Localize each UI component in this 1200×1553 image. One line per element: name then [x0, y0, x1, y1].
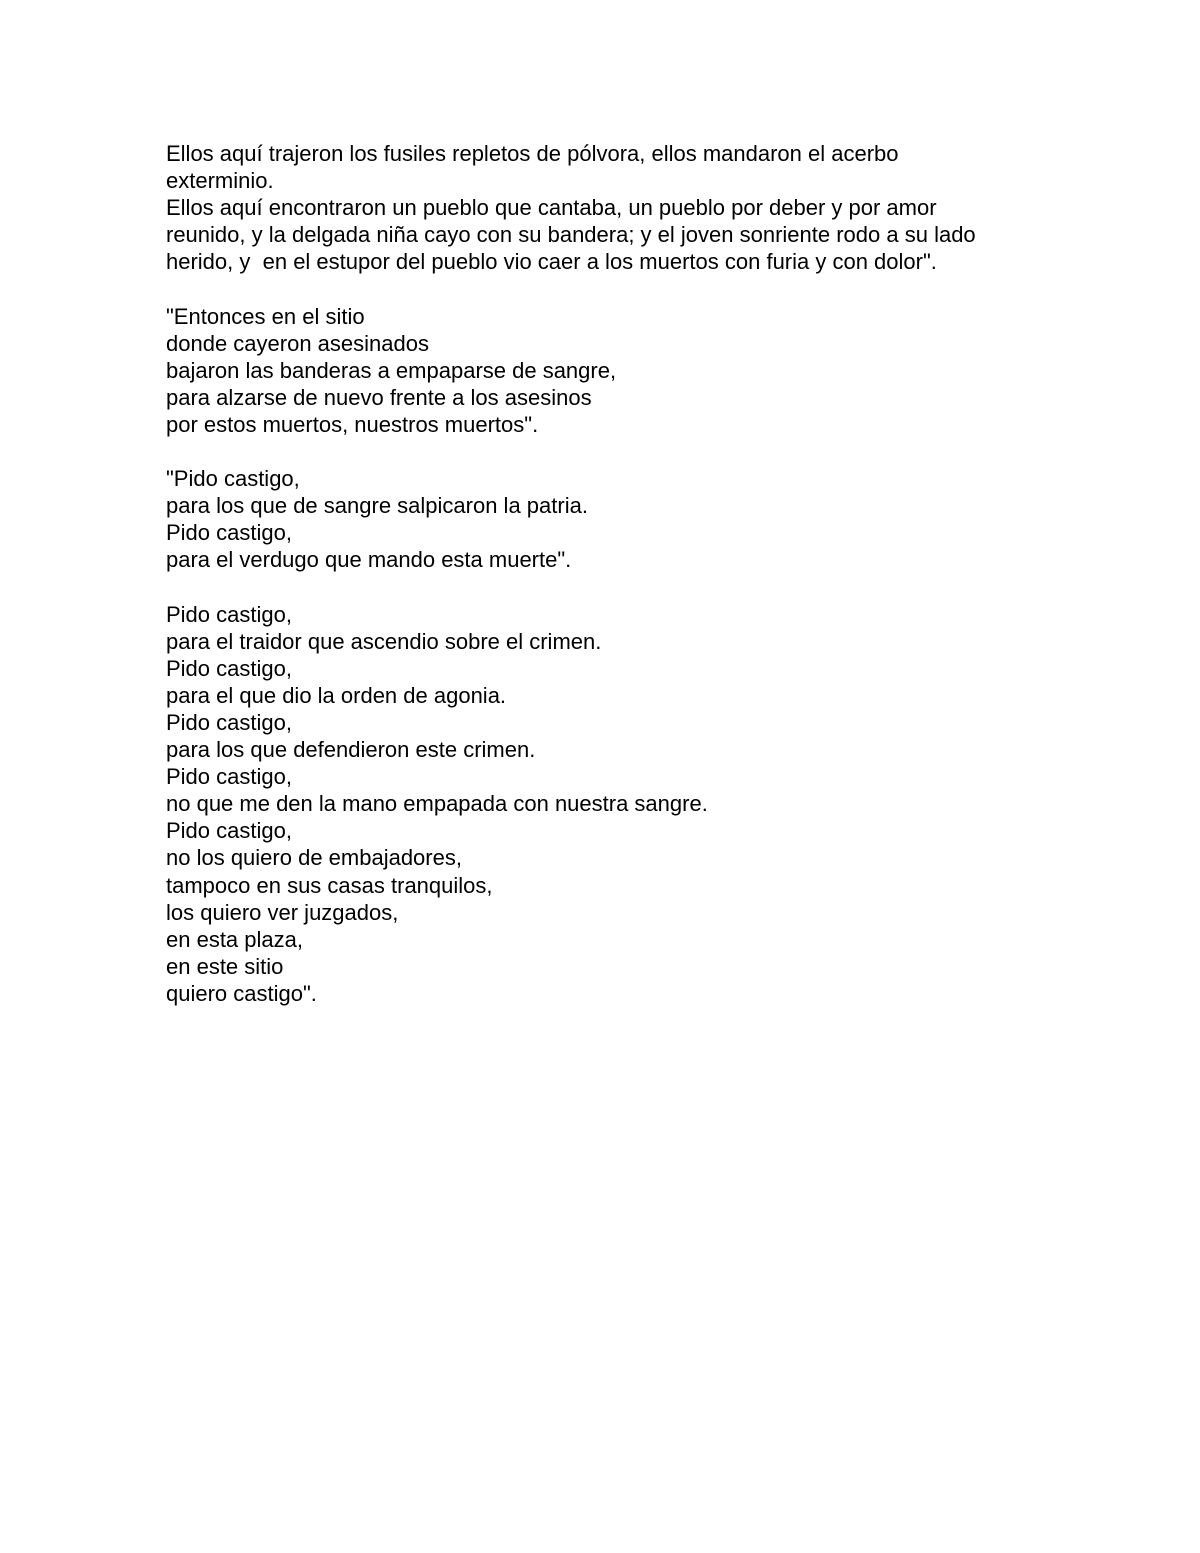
- text-line: no que me den la mano empapada con nuestra sangre.: [166, 791, 708, 817]
- text-line: "Entonces en el sitio: [166, 303, 365, 329]
- text-line: Pido castigo,: [166, 520, 292, 546]
- stanza-spacer: [166, 574, 1066, 601]
- text-line: herido, y en el estupor del pueblo vio caer a los muertos con furia y con dolor".: [166, 249, 937, 275]
- text-line: los quiero ver juzgados,: [166, 899, 399, 925]
- text-line: tampoco en sus casas tranquilos,: [166, 872, 493, 898]
- text-line: para alzarse de nuevo frente a los asesinos: [166, 384, 592, 410]
- text-line: Pido castigo,: [166, 709, 292, 735]
- text-line: no los quiero de embajadores,: [166, 845, 462, 871]
- text-line: en esta plaza,: [166, 926, 303, 952]
- text-line: Pido castigo,: [166, 764, 292, 790]
- text-line: Ellos aquí encontraron un pueblo que cantaba, un pueblo por deber y por amor: [166, 195, 937, 221]
- text-line: para los que defendieron este crimen.: [166, 737, 536, 763]
- stanza-1: [166, 140, 1066, 275]
- text-line: Pido castigo,: [166, 601, 292, 627]
- text-line: Pido castigo,: [166, 818, 292, 844]
- document-body: [166, 140, 1066, 1007]
- text-line: Ellos aquí trajeron los fusiles repletos de pólvora, ellos mandaron el acerbo: [166, 141, 899, 166]
- text-line: quiero castigo".: [166, 980, 317, 1006]
- stanza-2: [166, 303, 1066, 438]
- text-line: bajaron las banderas a empaparse de sangre,: [166, 357, 617, 383]
- text-line: para los que de sangre salpicaron la patria.: [166, 493, 588, 519]
- text-line: reunido, y la delgada niña cayo con su bandera; y el joven sonriente rodo a su lado: [166, 222, 976, 248]
- text-line: para el verdugo que mando esta muerte".: [166, 547, 572, 573]
- stanza-4: [166, 601, 1066, 1007]
- text-line: por estos muertos, nuestros muertos".: [166, 411, 539, 437]
- text-line: Pido castigo,: [166, 655, 292, 681]
- text-line: "Pido castigo,: [166, 466, 300, 492]
- text-line: exterminio.: [166, 168, 274, 194]
- stanza-spacer: [166, 438, 1066, 465]
- stanza-spacer: [166, 275, 1066, 302]
- text-line: para el traidor que ascendio sobre el crimen.: [166, 628, 602, 654]
- stanza-3: [166, 465, 1066, 573]
- text-line: para el que dio la orden de agonia.: [166, 682, 507, 708]
- text-line: donde cayeron asesinados: [166, 330, 429, 356]
- text-line: en este sitio: [166, 953, 284, 979]
